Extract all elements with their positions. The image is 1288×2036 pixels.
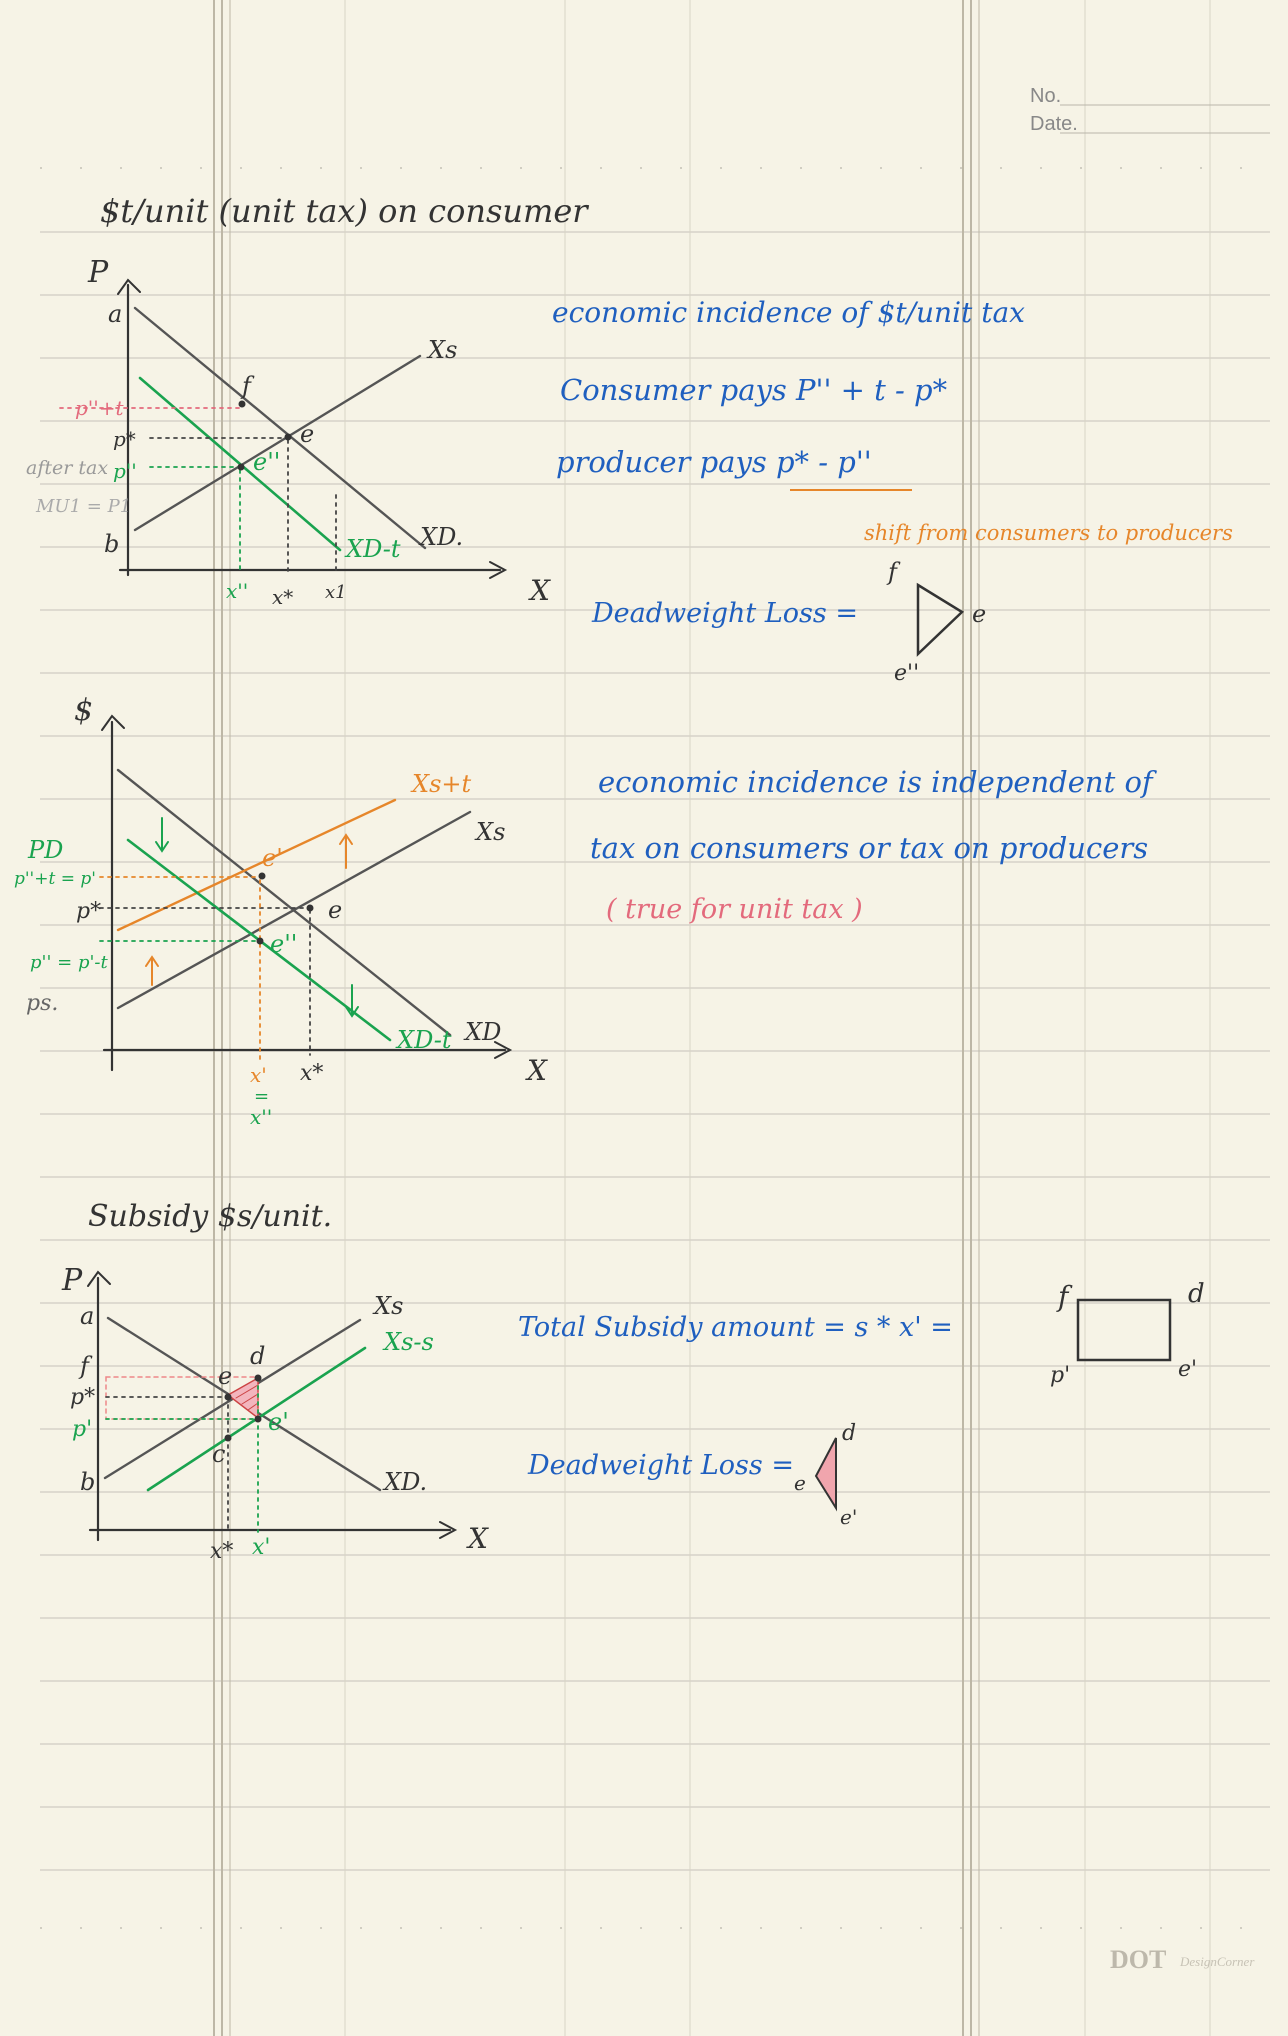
label-x1: x' [252,1535,271,1560]
deadweight-triangle [228,1378,258,1418]
label-e1: e' [268,1408,289,1436]
y-axis-label: P [62,1263,83,1298]
label-d: d [250,1342,266,1370]
point-e [307,905,314,912]
label-p2t: p''+t = p' [14,869,96,889]
point-e [285,434,292,441]
label-ps: ps. [26,991,59,1016]
label-e: e [218,1362,233,1390]
x-axis-label: X [527,1054,547,1087]
dwl-e2: e'' [894,661,920,686]
label-p2t: p''+t [75,396,124,420]
label-p1: p' [72,1417,93,1442]
label-mu: MU1 = P1 [36,496,132,517]
label-e1: e' [262,844,283,872]
point-c [225,1435,232,1442]
label-f: f [242,372,251,400]
incidence-title: economic incidence of $t/unit tax [552,296,1025,329]
section1-heading: $t/unit (unit tax) on consumer [100,192,588,230]
label-a: a [108,300,123,328]
header-no: No. [1030,85,1062,107]
rect-p: p' [1050,1363,1071,1388]
label-e: e [300,420,315,448]
label-b: b [104,530,120,558]
footer-logo: DOT [1110,1945,1167,1974]
supply-curve [118,812,470,1008]
label-xd: XD. [420,523,464,551]
rect-d: d [1188,1279,1205,1309]
label-x1: x' [250,1063,267,1087]
subsidy-amount: Total Subsidy amount = s * x' = [518,1312,953,1343]
label-eq: = [254,1086,270,1107]
dwl-label-2: Deadweight Loss = [528,1450,794,1481]
rect-e: e' [1178,1357,1198,1382]
tax-graph-1-labels [26,255,551,609]
label-xs-s: Xs-s [384,1328,434,1356]
label-xs: Xs [428,336,458,364]
label-b: b [80,1468,96,1496]
y-axis-label: $ [74,693,94,728]
header-date: Date. [1030,113,1078,135]
label-xd-t: XD-t [346,535,401,563]
demand-curve [135,308,425,548]
label-x2: x'' [226,579,249,603]
label-f: f [80,1352,89,1380]
consumer-pays: Consumer pays P'' + t - p* [560,373,948,407]
footer-brand: DesignCorner [1180,1954,1255,1969]
shift-note: shift from consumers to producers [864,521,1233,545]
independence-line1: economic incidence is independent of [598,765,1153,799]
label-e: e [328,896,343,924]
tax-graph-2-labels [14,693,548,1129]
label-c: c [212,1440,226,1468]
label-pd: PD [28,836,64,864]
point-e2 [238,464,245,471]
point-d [255,1375,262,1382]
label-e2: e'' [270,930,298,958]
point-e1 [255,1416,262,1423]
supply-curve [135,356,420,530]
header-lines [1060,105,1270,133]
label-xstar: x* [272,585,294,609]
label-xd: XD. [384,1468,428,1496]
dwl2-e1: e' [840,1505,858,1529]
label-pstar: p* [70,1385,96,1410]
point-e1 [259,873,266,880]
subsidy-amount-rect [1078,1300,1170,1360]
section3-heading: Subsidy $s/unit. [88,1199,333,1234]
dwl-f: f [888,558,897,586]
x-axis-label: X [530,574,550,607]
point-e [225,1394,232,1401]
point-e2 [257,938,264,945]
label-xd: XD [465,1018,502,1046]
dwl-triangle-1 [918,585,962,654]
label-pstar: p* [76,899,102,924]
x-axis-label: X [468,1522,488,1555]
subsidy-graph-labels [61,1263,489,1564]
label-e2: e'' [253,448,281,476]
label-xd-t: XD-t [397,1026,452,1054]
demand-curve [118,770,450,1035]
label-xstar: x* [210,1539,234,1564]
arrow-down-green-left [156,818,168,851]
label-a: a [80,1302,95,1330]
label-pstar: p* [113,427,136,451]
dwl-triangle-2 [816,1438,836,1508]
label-xs: Xs [476,818,506,846]
arrow-up-orange-right [340,835,352,868]
arrow-down-green-right [346,985,358,1016]
label-p2: p'' [113,459,137,483]
point-f [239,401,246,408]
arrow-up-orange-left [146,957,158,985]
label-xs-t: Xs+t [412,770,472,798]
dwl2-d: d [842,1421,857,1446]
dwl-e: e [972,600,987,628]
label-xstar: x* [300,1061,324,1086]
dwl-label-1: Deadweight Loss = [592,598,858,629]
rect-f: f [1058,1280,1069,1313]
independence-line3: ( true for unit tax ) [606,894,863,925]
label-x1: x1 [325,582,347,603]
producer-pays: producer pays p* - p'' [556,445,872,479]
label-xs: Xs [374,1292,404,1320]
label-p2: p'' = p'-t [30,952,108,973]
y-axis-label: P [88,255,109,290]
label-after-tax: after tax [26,457,109,479]
text-content [88,192,1233,1529]
independence-line2: tax on consumers or tax on producers [590,831,1149,865]
label-x2: x'' [250,1105,273,1129]
dwl2-e: e [794,1471,806,1495]
